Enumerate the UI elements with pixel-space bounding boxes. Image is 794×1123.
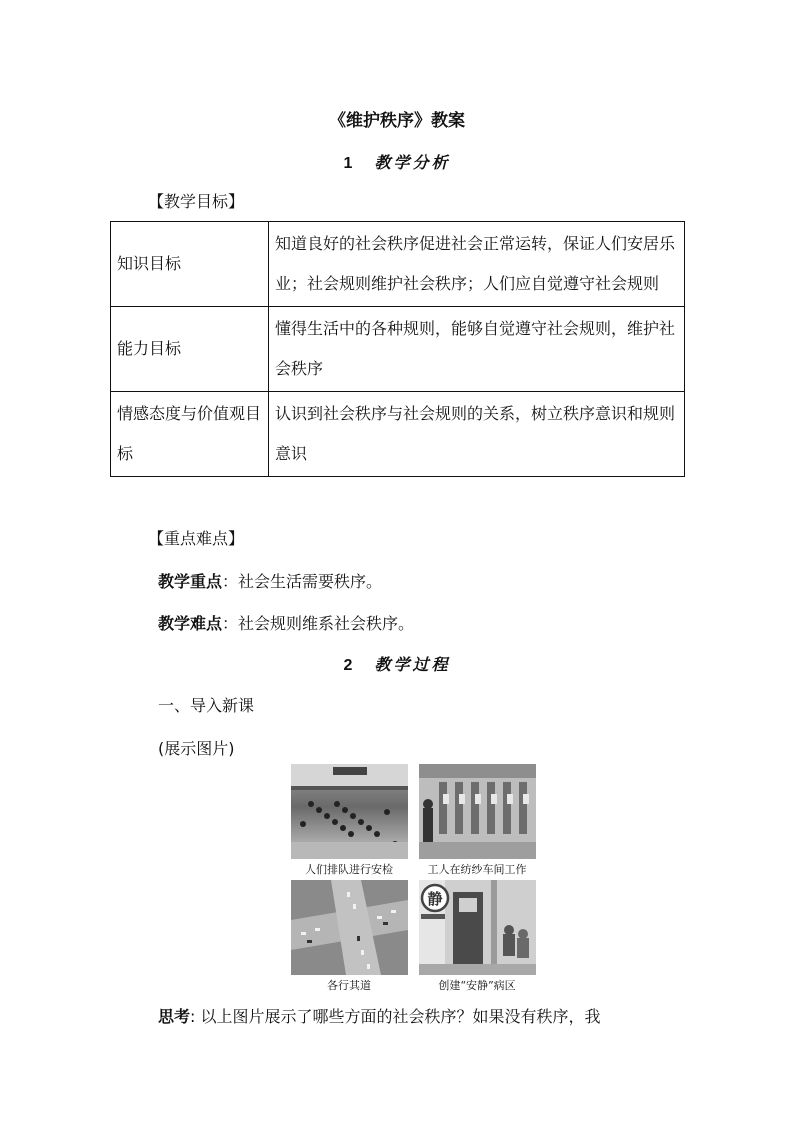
key-heading: 【重点难点】 [148,529,245,548]
goal-label: 能力目标 [111,307,269,392]
intersection-photo-art [291,880,408,975]
queue-photo [291,764,408,859]
difficult-point-text: ：社会规则维系社会秩序。 [222,614,415,633]
photo-caption: 人们排队进行安检 [305,863,393,876]
section-heading-1 [0,150,794,173]
section-heading-2 [0,652,794,675]
difficult-point-label: 教学难点 [158,614,223,633]
think-label: 思考 [158,1007,191,1026]
textile-photo-art [419,764,536,859]
queue-photo-art [291,764,408,859]
section-title: 教学过程 [374,655,451,674]
goals-heading: 【教学目标】 [148,192,245,211]
quiet-sign-glyph: 静 [427,890,443,908]
textile-workshop-photo [419,764,536,859]
show-pictures-note: (展示图片) [158,739,235,758]
goal-text: 知道良好的社会秩序促进社会正常运转，保证人们安居乐业；社会规则维护社会秩序；人们应自觉遵守社会规则 [269,222,685,307]
table-row [111,222,685,307]
goal-text: 认识到社会秩序与社会规则的关系，树立秩序意识和规则意识 [269,392,685,477]
doc-title: 《维护秩序》教案 [329,111,465,131]
think-question [158,1004,601,1027]
step-heading: 一、导入新课 [158,696,255,715]
photo-grid [291,764,539,990]
ward-photo-art [419,880,536,975]
table-row [111,307,685,392]
goal-label: 情感态度与价值观目标 [111,392,269,477]
think-text: : 以上图片展示了哪些方面的社会秩序？如果没有秩序，我 [190,1007,601,1026]
goal-text: 懂得生活中的各种规则，能够自觉遵守社会规则，维护社会秩序 [269,307,685,392]
key-point-text: ：社会生活需要秩序。 [222,572,383,591]
key-point-label: 教学重点 [158,572,223,591]
section-number: 1 [343,155,353,172]
goals-table [110,221,685,477]
intersection-photo [291,880,408,975]
goal-label: 知识目标 [111,222,269,307]
difficult-point [158,611,414,634]
photo-caption: 创建“安静”病区 [438,979,516,992]
table-row [111,392,685,477]
photo-caption: 工人在纺纱车间工作 [427,863,527,876]
key-point [158,569,382,592]
quiet-ward-photo [419,880,536,975]
photo-caption: 各行其道 [327,979,371,992]
section-title: 教学分析 [374,153,451,172]
section-number: 2 [343,657,353,674]
